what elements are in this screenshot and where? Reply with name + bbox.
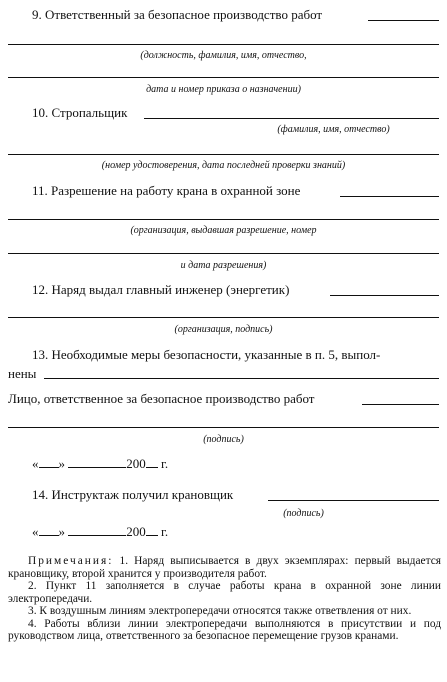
item14-label: 14. Инструктаж получил крановщик <box>32 487 234 502</box>
date-month-field[interactable] <box>68 456 126 468</box>
date-open-quote: « <box>32 456 39 471</box>
caption-certificate: (номер удостоверения, дата последней проверки знаний) <box>101 160 346 171</box>
item11-label: 11. Разрешение на работу крана в охранной зоне <box>32 183 301 198</box>
item10-field-line2[interactable] <box>8 154 439 155</box>
item12-field[interactable] <box>330 295 439 296</box>
notes-heading: Примечания: <box>28 555 114 567</box>
note-3: 3. К воздушным линиям электропередачи относятся также ответвления от них. <box>28 605 412 617</box>
responsible-label: Лицо, ответственное за безопасное производство работ <box>8 391 315 406</box>
caption-org-sign: (организация, подпись) <box>174 324 273 335</box>
caption-signature: (подпись) <box>203 434 244 445</box>
item12-field-line2[interactable] <box>8 317 439 318</box>
note-1 <box>8 555 441 580</box>
item13-line2-start: нены <box>8 366 37 381</box>
date-suffix-2: г. <box>161 524 169 539</box>
item13-line1: 13. Необходимые меры безопасности, указанные в п. 5, выпол- <box>32 347 381 362</box>
date-year-2: 200 <box>126 524 146 539</box>
responsible-field-line2[interactable] <box>8 427 439 428</box>
item10-field[interactable] <box>144 118 439 119</box>
date-suffix: г. <box>161 456 169 471</box>
date-open-quote-2: « <box>32 524 39 539</box>
date-close-quote: » <box>58 456 65 471</box>
date-month-field-2[interactable] <box>68 524 126 536</box>
date-year-field-2[interactable] <box>146 524 158 536</box>
date-day-field[interactable] <box>39 456 59 468</box>
caption-position: (должность, фамилия, имя, отчество, <box>140 50 307 61</box>
caption-order: дата и номер приказа о назначении) <box>146 84 301 95</box>
item13-field[interactable] <box>44 378 439 379</box>
item9-field-line3[interactable] <box>8 77 439 78</box>
date-close-quote-2: » <box>58 524 65 539</box>
note-1-text: 1. Наряд выписывается в двух экземплярах: первый выдается крановщику, второй хранится у производителя работ. <box>8 555 441 580</box>
date-year-field[interactable] <box>146 456 158 468</box>
item11-field-line2[interactable] <box>8 219 439 220</box>
caption-fio: (фамилия, имя, отчество) <box>277 124 390 135</box>
item10-label: 10. Стропальщик <box>32 105 128 120</box>
note-2: 2. Пункт 11 заполняется в случае работы крана в охранной зоне линии электропередачи. <box>8 580 441 605</box>
date-row-2 <box>32 524 168 539</box>
item11-field[interactable] <box>340 196 439 197</box>
item9-field[interactable] <box>368 20 439 21</box>
item9-field-line2[interactable] <box>8 44 439 45</box>
date-row-1 <box>32 456 168 471</box>
notes-block <box>8 555 441 643</box>
responsible-field[interactable] <box>362 404 439 405</box>
caption-permit-date: и дата разрешения) <box>180 260 267 271</box>
date-year: 200 <box>126 456 146 471</box>
note-4: 4. Работы вблизи линии электропередачи выполняются в присутствии и под руководством лица, ответственного за безопасное перемещение грузов кранами. <box>8 617 441 642</box>
caption-signature-2: (подпись) <box>283 508 324 519</box>
item9-label: 9. Ответственный за безопасное производство работ <box>32 7 323 22</box>
caption-org-permit: (организация, выдавшая разрешение, номер <box>130 225 317 236</box>
item11-field-line3[interactable] <box>8 253 439 254</box>
item14-field[interactable] <box>268 500 439 501</box>
date-day-field-2[interactable] <box>39 524 59 536</box>
item12-label: 12. Наряд выдал главный инженер (энергетик) <box>32 282 290 297</box>
